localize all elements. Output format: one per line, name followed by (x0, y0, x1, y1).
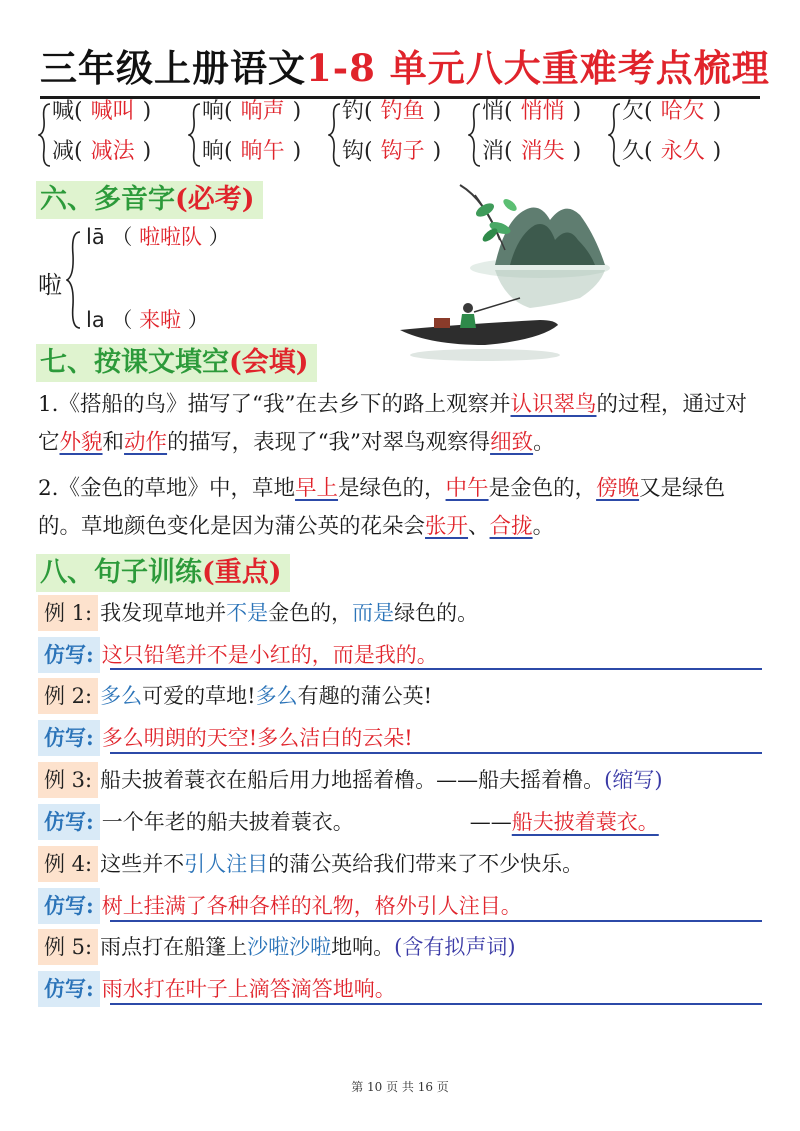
boat-landscape-illustration (390, 180, 630, 380)
section-heading-fill-in: 七、按课文填空(会填) (36, 344, 317, 382)
char-group-2 (188, 96, 338, 174)
imitation-4: 仿写: 树上挂满了各种各样的礼物，格外引人注目。 (38, 888, 764, 924)
brace-icon (608, 102, 622, 168)
polyphone-char: 啦 (38, 271, 62, 299)
char-group-5 (608, 96, 768, 174)
answer-underline (110, 920, 762, 922)
example-5: 例 5: 雨点打在船篷上沙啦沙啦地响。(含有拟声词) (38, 929, 764, 965)
example-4: 例 4: 这些并不引人注目的蒲公英给我们带来了不少快乐。 (38, 846, 764, 882)
char-line: 消( 消失 ) (482, 139, 582, 164)
title-part2: 1-8 单元八大重难考点梳理 (306, 46, 770, 90)
char-line: 悄( 悄悄 ) (482, 99, 582, 124)
char-line: 晌( 晌午 ) (202, 139, 302, 164)
fill-in-paragraph-1: 1.《搭船的鸟》描写了“我”在去乡下的路上观察并认识翠鸟的过程，通过对它外貌和动作的描写，表现了“我”对翠鸟观察得细致。 (38, 392, 748, 455)
char-group-3 (328, 96, 478, 174)
char-comparison-row (38, 96, 768, 174)
polyphone-reading-1: lā （ 啦啦队 ） (86, 225, 230, 249)
imitation-3: 仿写: 一个年老的船夫披着蓑衣。 ——船夫披着蓑衣。 (38, 804, 764, 840)
brace-icon (66, 230, 82, 330)
polyphone-reading-2: la （ 来啦 ） (86, 308, 209, 332)
char-group-1 (38, 96, 188, 174)
char-line: 响( 响声 ) (202, 99, 302, 124)
brace-icon (468, 102, 482, 168)
title-part1: 三年级上册语文 (40, 46, 306, 90)
page-title (40, 40, 770, 99)
char-line: 减( 减法 ) (52, 139, 152, 164)
example-3: 例 3: 船夫披着蓑衣在船后用力地摇着橹。——船夫摇着橹。(缩写) (38, 762, 764, 798)
answer-underline (110, 752, 762, 754)
brace-icon (38, 102, 52, 168)
section-heading-polyphone: 六、多音字(必考) (36, 181, 263, 219)
page-footer: 第 10 页 共 16 页 (351, 1080, 449, 1094)
answer-underline (110, 1003, 762, 1005)
answer-underline (110, 668, 762, 670)
char-line: 喊( 喊叫 ) (52, 99, 152, 124)
char-line: 欠( 哈欠 ) (622, 99, 722, 124)
imitation-1: 仿写: 这只铅笔并不是小红的，而是我的。 (38, 637, 764, 673)
fill-in-paragraph-2: 2.《金色的草地》中，草地早上是绿色的，中午是金色的，傍晚又是绿色的。草地颜色变化是因为蒲公英的花朵会张开、合拢。 (38, 476, 726, 539)
section-heading-sentences: 八、句子训练(重点) (36, 554, 290, 592)
char-line: 久( 永久 ) (622, 139, 722, 164)
example-2: 例 2: 多么可爱的草地!多么有趣的蒲公英! (38, 678, 764, 714)
brace-icon (328, 102, 342, 168)
example-1: 例 1: 我发现草地并不是金色的，而是绿色的。 (38, 595, 764, 631)
char-group-4 (468, 96, 618, 174)
brace-icon (188, 102, 202, 168)
char-line: 钩( 钩子 ) (342, 139, 442, 164)
imitation-5: 仿写: 雨水打在叶子上滴答滴答地响。 (38, 971, 764, 1007)
char-line: 钓( 钓鱼 ) (342, 99, 442, 124)
imitation-2: 仿写: 多么明朗的天空!多么洁白的云朵! (38, 720, 764, 756)
